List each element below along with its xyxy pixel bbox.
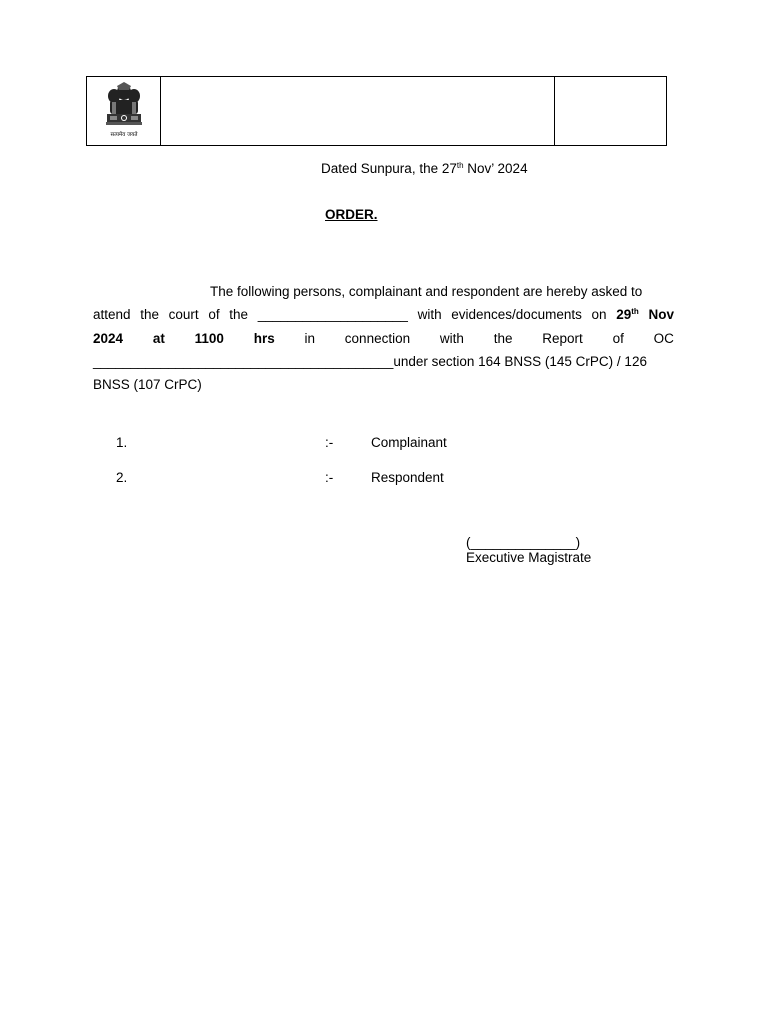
party-2-number: 2. [116,470,128,485]
date-prefix: Dated Sunpura, the 27 [321,161,457,176]
order-title: ORDER. [325,207,378,222]
party-2-separator: :- [325,470,334,485]
date-line [321,161,528,176]
date-ordinal: th [456,161,464,170]
hearing-hrs: hrs [253,331,275,346]
party-2-role: Respondent [371,470,444,485]
party-1-role: Complainant [371,435,447,450]
body-line-5: BNSS (107 CrPC) [93,377,202,392]
body-word: of [612,331,624,346]
body-line-2-text: attend the court of the ____________________ with evidences/documents on [93,307,617,322]
hearing-year: 2024 [93,331,124,346]
party-1-separator: :- [325,435,334,450]
hearing-at: at [152,331,165,346]
party-1-number: 1. [116,435,128,450]
signature-title: Executive Magistrate [466,550,592,565]
body-line-1: The following persons, complainant and respondent are hereby asked to [210,284,643,299]
body-line-4: ________________________________________under section 164 BNSS (145 CrPC) / 126 [93,354,647,369]
body-word: Report [542,331,583,346]
letterhead-table [86,76,667,146]
emblem-cell [87,77,161,146]
body-line-2 [93,307,674,322]
letterhead-title-cell [161,77,555,146]
hearing-time: 1100 [194,331,224,346]
signature-blank: (______________) [466,535,581,550]
body-word: in [304,331,316,346]
hearing-date-ordinal: th [631,307,639,316]
emblem-motto: सत्यमेव जयते [109,132,138,138]
body-line-3 [93,331,674,346]
body-word: the [493,331,513,346]
national-emblem-icon [101,80,147,142]
hearing-date-day: 29 [616,307,632,322]
body-word: connection [344,331,411,346]
body-word: with [439,331,464,346]
date-suffix: Nov’ 2024 [463,161,528,176]
hearing-date-month: Nov [638,307,674,322]
letterhead-right-cell [555,77,667,146]
body-word: OC [653,331,674,346]
